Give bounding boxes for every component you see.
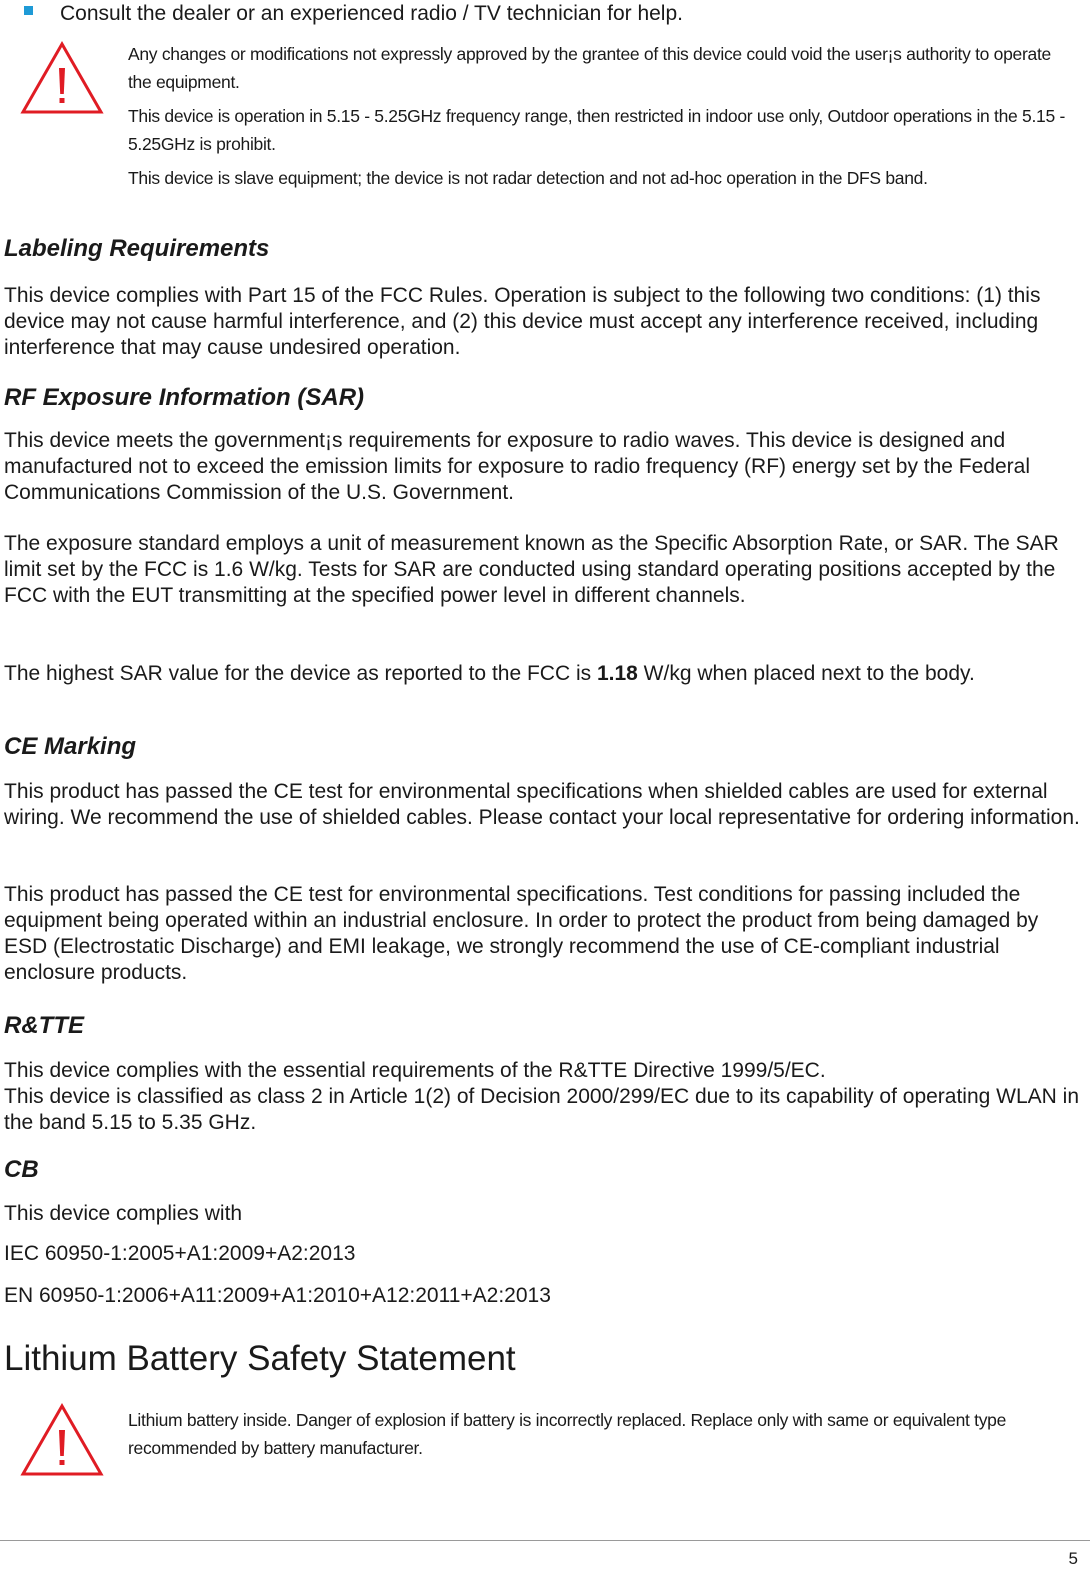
- cb-line-1: This device complies with: [4, 1202, 243, 1225]
- battery-warning-block: [20, 1402, 1086, 1482]
- ce-paragraph-2: This product has passed the CE test for environmental specifications. Test conditions for passing included the equipment being operated within an industrial enclosure. In order to protect the product from being damaged by ESD (Electrostatic Discharge) and EMI leakage, we strongly recommend the use of CE-compliant industrial enclosure products.: [4, 883, 1039, 984]
- rtte-line-2: This device is classified as class 2 in Article 1(2) of Decision 2000/299/EC due to its capability of operating WLAN in the band 5.15 to 5.35 GHz.: [4, 1085, 1080, 1134]
- rf-paragraph-1: This device meets the government¡s requirements for exposure to radio waves. This device is designed and manufactured not to exceed the emission limits for exposure to radio frequency (RF) energy set by the Federal Communications Commission of the U.S. Government.: [4, 429, 1031, 504]
- cb-line-2: IEC 60950-1:2005+A1:2009+A2:2013: [4, 1242, 356, 1265]
- labeling-heading: Labeling Requirements: [4, 235, 270, 262]
- warning-triangle-icon: [20, 40, 104, 116]
- labeling-text: This device complies with Part 15 of the FCC Rules. Operation is subject to the following two conditions: (1) this device may not cause harmful interference, and (2) this device must accept any interference received, including interference that may cause undesired operation.: [4, 284, 1041, 359]
- bullet-square-icon: [24, 6, 33, 15]
- battery-heading: Lithium Battery Safety Statement: [4, 1339, 516, 1378]
- footer-divider: [0, 1540, 1090, 1541]
- rf-paragraph-3: [4, 661, 1086, 687]
- warning-paragraph: This device is slave equipment; the device is not radar detection and not ad-hoc operation in the DFS band.: [128, 168, 928, 188]
- warning-triangle-icon: [20, 1402, 104, 1478]
- rtte-line-1: This device complies with the essential requirements of the R&TTE Directive 1999/5/EC.: [4, 1059, 826, 1082]
- page-number: 5: [1068, 1549, 1078, 1568]
- rtte-heading: R&TTE: [4, 1012, 84, 1039]
- battery-warning-text: Lithium battery inside. Danger of explosion if battery is incorrectly replaced. Replace only with same or equivalent type recommended by battery manufacturer.: [128, 1410, 1007, 1458]
- ce-paragraph-1: This product has passed the CE test for environmental specifications when shielded cables are used for external wiring. We recommend the use of shielded cables. Please contact your local representative for ordering information.: [4, 780, 1080, 829]
- rf-paragraph-2: The exposure standard employs a unit of measurement known as the Specific Absorption Rate, or SAR. The SAR limit set by the FCC is 1.6 W/kg. Tests for SAR are conducted using standard operating positions accepted by the FCC with the EUT transmitting at the specified power level in different channels.: [4, 532, 1059, 607]
- ce-heading: CE Marking: [4, 733, 137, 760]
- warning-block: [20, 40, 1086, 230]
- rf-sar-suffix: W/kg when placed next to the body.: [637, 662, 975, 685]
- warning-paragraph: This device is operation in 5.15 - 5.25GHz frequency range, then restricted in indoor use only, Outdoor operations in the 5.15 - 5.25GHz is prohibit.: [128, 106, 1065, 154]
- cb-line-3: EN 60950-1:2006+A11:2009+A1:2010+A12:2011+A2:2013: [4, 1284, 551, 1307]
- bullet-text: Consult the dealer or an experienced radio / TV technician for help.: [60, 2, 683, 25]
- cb-heading: CB: [4, 1156, 39, 1183]
- warning-text: [128, 40, 1078, 198]
- rf-sar-prefix: The highest SAR value for the device as reported to the FCC is: [4, 662, 597, 685]
- rf-sar-value: 1.18: [596, 662, 638, 685]
- rf-heading: RF Exposure Information (SAR): [4, 384, 365, 411]
- warning-paragraph: Any changes or modifications not expressly approved by the grantee of this device could void the user¡s authority to operate the equipment.: [128, 44, 1051, 92]
